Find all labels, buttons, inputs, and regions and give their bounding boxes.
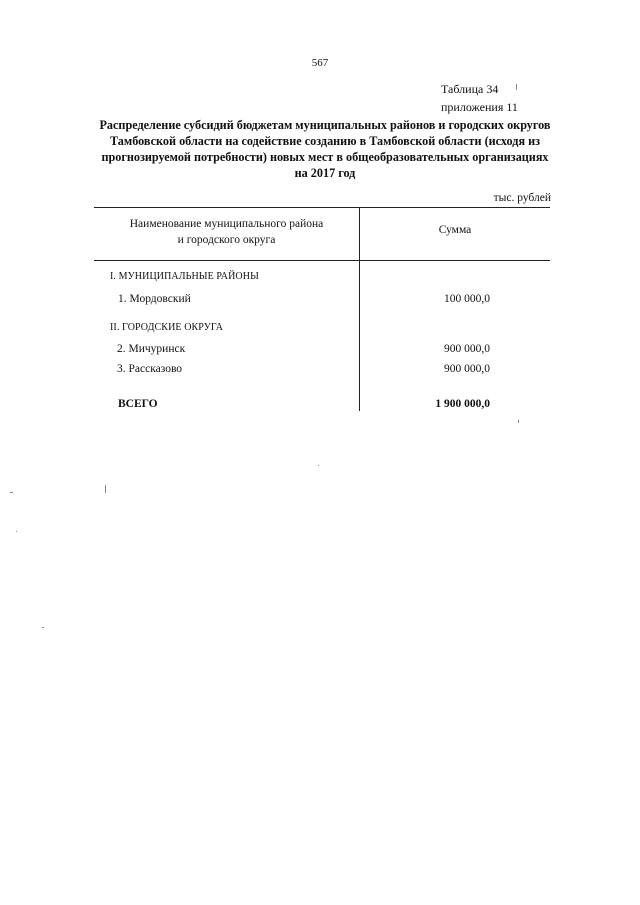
total-label: ВСЕГО bbox=[118, 398, 158, 410]
appendix-number: приложения 11 bbox=[441, 100, 518, 114]
row-value-mordovsky: 100 000,0 bbox=[444, 293, 490, 305]
scan-speck bbox=[42, 627, 44, 628]
section-title-city-districts: II. ГОРОДСКИЕ ОКРУГА bbox=[110, 322, 224, 333]
row-name-mordovsky: 1. Мордовский bbox=[118, 293, 191, 305]
table-column-divider bbox=[359, 207, 360, 411]
table-number: Таблица 34 bbox=[441, 82, 499, 96]
row-name-rasskazovo: 3. Рассказово bbox=[117, 363, 183, 375]
row-value-rasskazovo: 900 000,0 bbox=[444, 363, 490, 375]
scan-speck bbox=[516, 84, 517, 90]
row-name-michurinsk: 2. Мичуринск bbox=[117, 343, 186, 355]
header-sum-column: Сумма bbox=[438, 224, 472, 236]
scan-speck bbox=[105, 485, 106, 493]
units-label: тыс. рублей bbox=[493, 192, 551, 204]
scan-speck bbox=[16, 531, 17, 532]
scan-speck bbox=[518, 420, 519, 423]
table-header-rule bbox=[94, 260, 550, 261]
row-value-michurinsk: 900 000,0 bbox=[444, 343, 490, 355]
scan-speck bbox=[10, 492, 13, 493]
document-title: Распределение субсидий бюджетам муниципальных районов и городских округов Тамбовской области на содействие созданию в Тамбовской области (исходя из прогнозируемой потребности) новых мест в общеобразовательных организациях на 2017 год bbox=[99, 118, 551, 180]
scan-speck bbox=[318, 465, 319, 466]
header-name-line2: и городского округа bbox=[177, 234, 276, 246]
page-number: 567 bbox=[311, 57, 329, 69]
total-value: 1 900 000,0 bbox=[435, 398, 490, 410]
table-reference bbox=[441, 80, 518, 116]
header-name-column bbox=[94, 216, 359, 248]
section-title-districts: I. МУНИЦИПАЛЬНЫЕ РАЙОНЫ bbox=[110, 271, 259, 282]
table-top-rule bbox=[94, 207, 550, 208]
header-name-line1: Наименование муниципального района bbox=[129, 218, 324, 230]
